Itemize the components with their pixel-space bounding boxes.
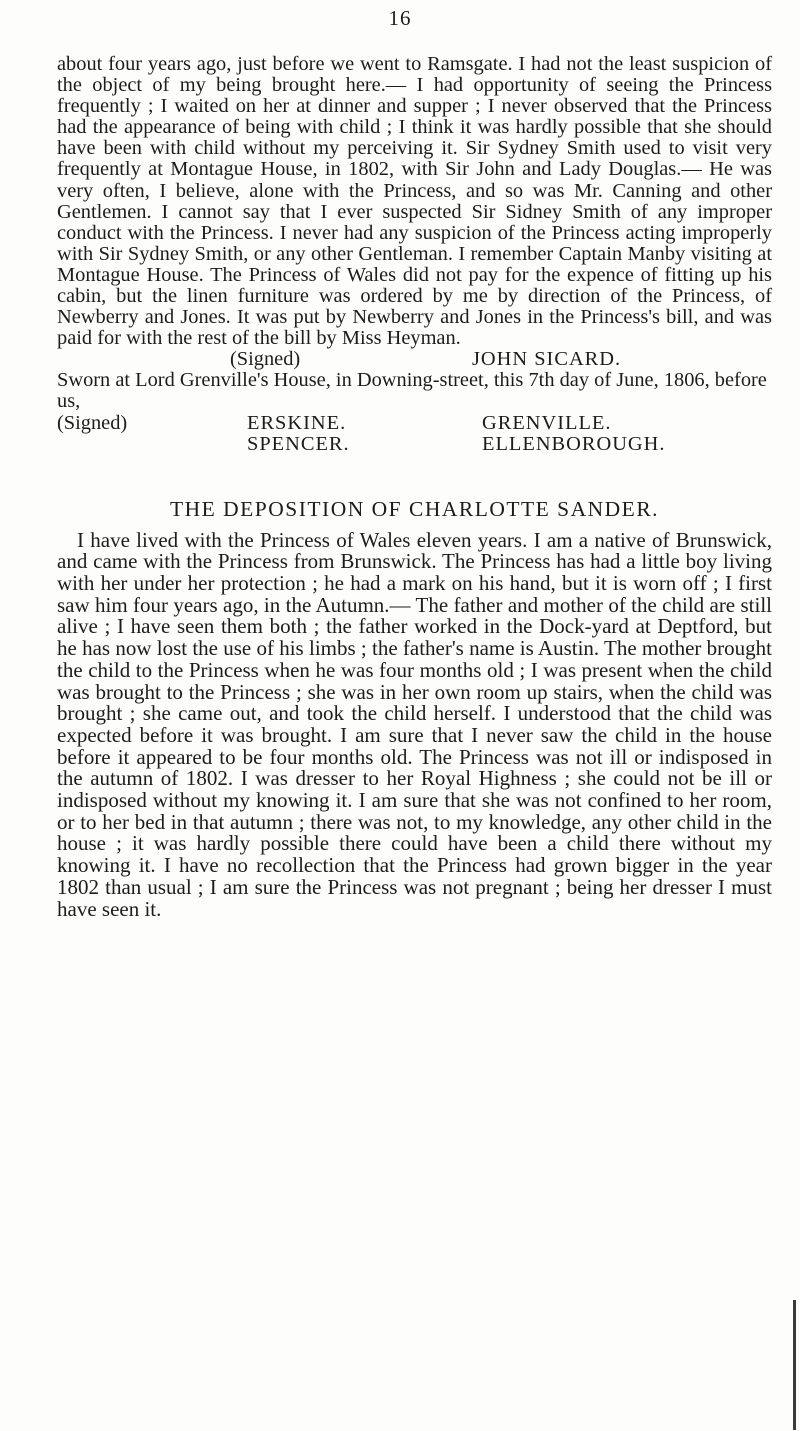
text-column [57,54,772,920]
deposition-paragraph: about four years ago, just before we went to Ramsgate. I had not the least suspicion of the object of my being brought here.— I had opportunity of seeing the Princess frequently ; I waited on her at dinner and supper ; I never observed that the Princess had the appearance of being with child ; I think it was hardly possible that she should have been with child without my perceiving it. Sir Sydney Smith used to visit very frequently at Montague House, in 1802, with Sir John and Lady Douglas.— He was very often, I believe, alone with the Princess, and so was Mr. Canning and other Gentlemen. I cannot say that I ever suspected Sir Sidney Smith of any improper conduct with the Princess. I never had any suspicion of the Princess acting improperly with Sir Sydney Smith, or any other Gentleman. I remember Captain Manby visiting at Montague House. The Princess of Wales did not pay for the expence of fitting up his cabin, but the linen furniture was ordered by me by direction of the Princess, of Newberry and Jones. It was put by Newberry and Jones in the Princess's bill, and was paid for with the rest of the bill by Miss Heyman. [57,53,772,350]
witness-signed-label: (Signed) [57,411,128,434]
witness-spencer: SPENCER. [247,432,350,455]
signature-line [57,349,772,370]
page-number: 16 [388,6,412,30]
scan-edge-mark [793,1300,796,1430]
witness-grenville: GRENVILLE. [482,411,612,434]
signed-label: (Signed) [230,348,301,371]
witness-erskine: ERSKINE. [247,411,347,434]
witness-signature-line [57,413,772,434]
witness-ellenborough: ELLENBOROUGH. [482,432,666,455]
deposition-heading: THE DEPOSITION OF CHARLOTTE SANDER. [169,496,660,521]
sworn-statement: Sworn at Lord Grenville's House, in Downing-street, this 7th day of June, 1806, before us, [57,369,767,413]
deposition-paragraph-sander: I have lived with the Princess of Wales eleven years. I am a native of Brunswick, and came with the Princess from Brunswick. The Princess has had a little boy living with her under her protection ; he had a mark on his hand, but it is worn off ; I first saw him four years ago, in the Autumn.— The father and mother of the child are still alive ; I have seen them both ; the father worked in the Dock-yard at Deptford, but he has now lost the use of his limbs ; the father's name is Austin. The mother brought the child to the Princess when he was four months old ; I was present when the child was brought to the Princess ; she was in her own room up stairs, when the child was brought ; she came out, and took the child herself. I understood that the child was expected before it was brought. I am sure that I never saw the child in the house before it appeared to be four months old. The Princess was not ill or indisposed in the autumn of 1802. I was dresser to her Royal Highness ; she could not be ill or indisposed without my knowing it. I am sure that she was not confined to her room, or to her bed in that autumn ; there was not, to my knowledge, any other child in the house ; it was hardly possible there could have been a child there without my knowing it. I have no recollection that the Princess had grown bigger in the year 1802 than usual ; I am sure the Princess was not pregnant ; being her dresser I must have seen it. [57,527,772,921]
signer-name: JOHN SICARD. [472,348,622,371]
witness-signature-line-2 [57,434,772,455]
